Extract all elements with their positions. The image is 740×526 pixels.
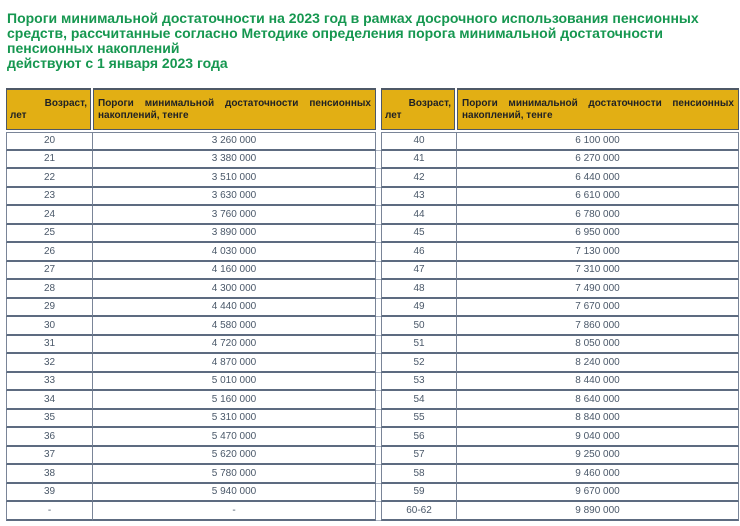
value-cell-right: 8 240 000 (457, 354, 739, 373)
table-row (6, 188, 734, 207)
value-cell-right: 8 840 000 (457, 410, 739, 429)
value-cell-right: 6 950 000 (457, 225, 739, 244)
value-cell-right: 7 130 000 (457, 243, 739, 262)
value-cell-right: 9 040 000 (457, 428, 739, 447)
age-cell-left: 33 (6, 373, 93, 392)
value-cell-left: 5 940 000 (93, 484, 376, 503)
age-cell-left: 38 (6, 465, 93, 484)
age-header-right (381, 88, 455, 130)
value-cell-left: - (93, 502, 376, 521)
age-cell-right: 56 (381, 428, 457, 447)
value-cell-left: 5 620 000 (93, 447, 376, 466)
age-cell-left: 21 (6, 151, 93, 170)
value-cell-right: 7 490 000 (457, 280, 739, 299)
age-cell-right: 51 (381, 336, 457, 355)
table-row (6, 391, 734, 410)
value-cell-right: 6 610 000 (457, 188, 739, 207)
age-cell-left: 37 (6, 447, 93, 466)
table-row (6, 447, 734, 466)
age-cell-left: 29 (6, 299, 93, 318)
value-cell-left: 3 890 000 (93, 225, 376, 244)
value-cell-left: 5 010 000 (93, 373, 376, 392)
table-row (6, 299, 734, 318)
age-cell-right: 57 (381, 447, 457, 466)
age-cell-right: 58 (381, 465, 457, 484)
thresholds-table (6, 88, 734, 521)
age-cell-left: 23 (6, 188, 93, 207)
age-cell-right: 44 (381, 206, 457, 225)
table-row (6, 428, 734, 447)
value-cell-right: 8 050 000 (457, 336, 739, 355)
value-cell-right: 6 270 000 (457, 151, 739, 170)
value-cell-left: 4 030 000 (93, 243, 376, 262)
table-row (6, 373, 734, 392)
table-row (6, 336, 734, 355)
value-cell-left: 4 870 000 (93, 354, 376, 373)
table-row (6, 225, 734, 244)
table-row (6, 280, 734, 299)
table-row (6, 151, 734, 170)
value-cell-right: 8 440 000 (457, 373, 739, 392)
age-cell-right: 54 (381, 391, 457, 410)
table-row (6, 410, 734, 429)
age-cell-right: 43 (381, 188, 457, 207)
age-header-label: Возраст, (44, 97, 87, 109)
title-line-3: пенсионных накоплений (7, 40, 180, 56)
title-line-2: средств, рассчитанные согласно Методике определения порога минимальной достаточности (7, 25, 663, 41)
value-cell-right: 9 670 000 (457, 484, 739, 503)
value-cell-right: 6 780 000 (457, 206, 739, 225)
age-cell-left: 34 (6, 391, 93, 410)
value-cell-right: 9 890 000 (457, 502, 739, 521)
page-title (0, 0, 740, 71)
value-cell-right: 6 100 000 (457, 132, 739, 151)
value-cell-left: 4 440 000 (93, 299, 376, 318)
age-cell-right: 53 (381, 373, 457, 392)
age-cell-left: - (6, 502, 93, 521)
age-cell-left: 28 (6, 280, 93, 299)
age-cell-right: 50 (381, 317, 457, 336)
value-cell-left: 3 260 000 (93, 132, 376, 151)
value-cell-left: 3 380 000 (93, 151, 376, 170)
value-cell-left: 3 760 000 (93, 206, 376, 225)
age-cell-right: 40 (381, 132, 457, 151)
age-cell-left: 39 (6, 484, 93, 503)
value-cell-right: 6 440 000 (457, 169, 739, 188)
age-cell-right: 48 (381, 280, 457, 299)
age-cell-right: 41 (381, 151, 457, 170)
value-cell-left: 5 780 000 (93, 465, 376, 484)
title-line-4: действуют с 1 января 2023 года (7, 55, 228, 71)
age-header-label: Возраст, (408, 97, 451, 109)
table-row (6, 243, 734, 262)
age-header-left (6, 88, 91, 130)
age-cell-left: 24 (6, 206, 93, 225)
value-cell-right: 7 310 000 (457, 262, 739, 281)
age-cell-right: 49 (381, 299, 457, 318)
table-header-row (6, 88, 734, 130)
age-cell-right: 55 (381, 410, 457, 429)
threshold-header-right (457, 88, 739, 130)
age-header-unit: лет (385, 109, 402, 121)
age-cell-left: 31 (6, 336, 93, 355)
age-cell-left: 20 (6, 132, 93, 151)
value-cell-left: 4 160 000 (93, 262, 376, 281)
table-row (6, 317, 734, 336)
value-cell-left: 5 310 000 (93, 410, 376, 429)
value-cell-right: 7 860 000 (457, 317, 739, 336)
table-row (6, 169, 734, 188)
value-cell-left: 5 470 000 (93, 428, 376, 447)
age-cell-right: 52 (381, 354, 457, 373)
age-cell-right: 45 (381, 225, 457, 244)
age-header-unit: лет (10, 109, 27, 121)
value-cell-left: 4 720 000 (93, 336, 376, 355)
value-cell-left: 5 160 000 (93, 391, 376, 410)
value-cell-right: 7 670 000 (457, 299, 739, 318)
value-cell-left: 4 300 000 (93, 280, 376, 299)
age-cell-left: 36 (6, 428, 93, 447)
threshold-header-label: Пороги минимальной достаточности пенсионных накоплений, тенге (98, 97, 371, 121)
value-cell-right: 9 250 000 (457, 447, 739, 466)
table-row (6, 502, 734, 521)
age-cell-left: 35 (6, 410, 93, 429)
table-row (6, 206, 734, 225)
table-row (6, 465, 734, 484)
age-cell-left: 25 (6, 225, 93, 244)
threshold-header-left (93, 88, 376, 130)
title-line-1: Пороги минимальной достаточности на 2023 год в рамках досрочного использования пенсионных (7, 10, 699, 26)
age-cell-right: 46 (381, 243, 457, 262)
value-cell-right: 8 640 000 (457, 391, 739, 410)
age-cell-right: 42 (381, 169, 457, 188)
age-cell-left: 26 (6, 243, 93, 262)
value-cell-left: 3 630 000 (93, 188, 376, 207)
table-row (6, 262, 734, 281)
table-row (6, 484, 734, 503)
age-cell-left: 32 (6, 354, 93, 373)
age-cell-right: 60-62 (381, 502, 457, 521)
value-cell-right: 9 460 000 (457, 465, 739, 484)
table-row (6, 354, 734, 373)
age-cell-right: 47 (381, 262, 457, 281)
value-cell-left: 4 580 000 (93, 317, 376, 336)
age-cell-left: 30 (6, 317, 93, 336)
threshold-header-label: Пороги минимальной достаточности пенсионных накоплений, тенге (462, 97, 734, 121)
value-cell-left: 3 510 000 (93, 169, 376, 188)
table-body (6, 132, 734, 521)
table-row (6, 132, 734, 151)
age-cell-right: 59 (381, 484, 457, 503)
age-cell-left: 27 (6, 262, 93, 281)
age-cell-left: 22 (6, 169, 93, 188)
